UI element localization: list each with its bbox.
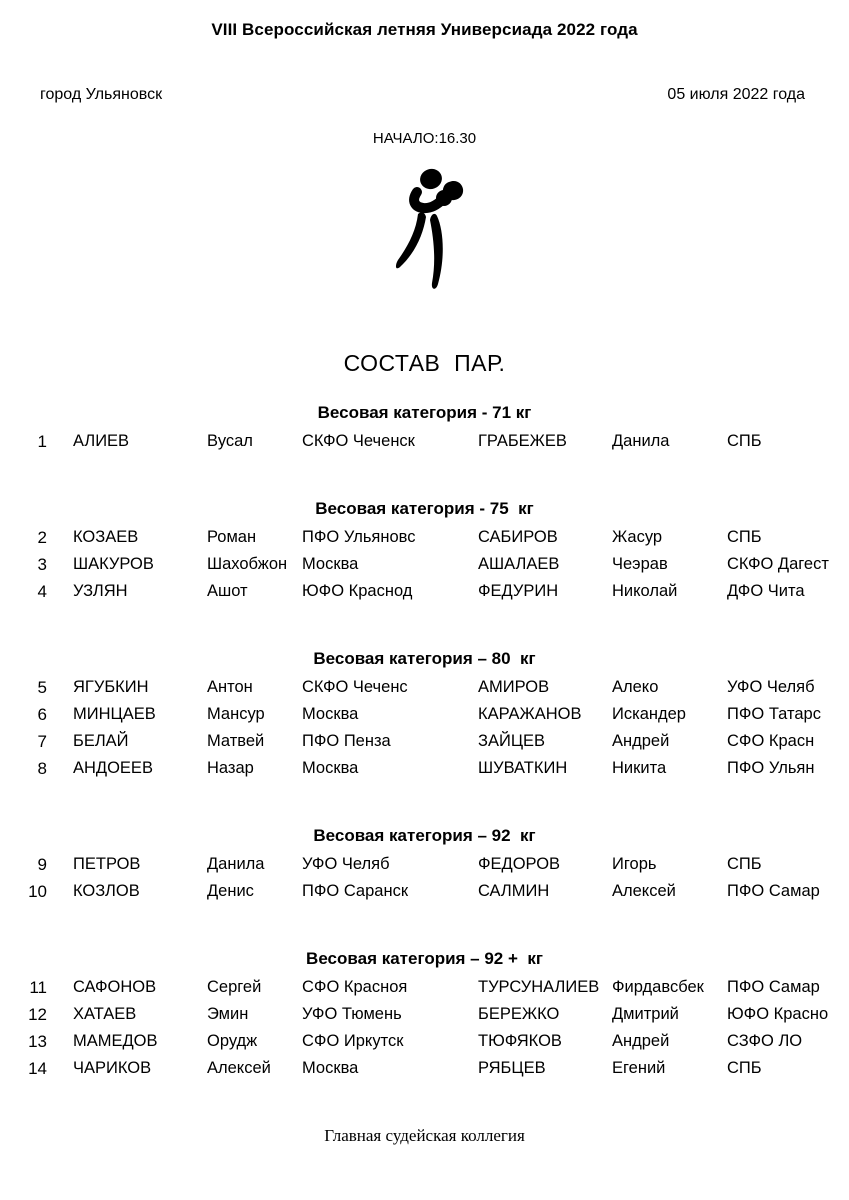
boxer2-surname: БЕРЕЖКО	[478, 1005, 560, 1023]
boxer2-surname: РЯБЦЕВ	[478, 1059, 546, 1077]
boxer2-firstname: Алексей	[612, 882, 676, 900]
pair-row	[24, 674, 825, 701]
document-title: VIII Всероссийская летняя Универсиада 2022 года	[211, 20, 638, 39]
section-title: СОСТАВ ПАР.	[343, 350, 506, 376]
boxer1-firstname: Матвей	[207, 732, 265, 750]
boxer1-firstname: Данила	[207, 855, 265, 873]
boxer1-firstname: Эмин	[207, 1005, 249, 1023]
weight-category-rows	[24, 428, 825, 455]
city-label: город Ульяновск	[40, 86, 163, 103]
boxer1-surname: АНДОЕЕВ	[73, 759, 153, 777]
boxer2-surname: КАРАЖАНОВ	[478, 705, 582, 723]
boxer1-surname: ХАТАЕВ	[73, 1005, 137, 1023]
boxer2-firstname: Игорь	[612, 855, 657, 873]
boxer1-firstname: Антон	[207, 678, 253, 696]
boxer2-region: ПФО Татарс	[727, 705, 821, 723]
pair-row	[24, 701, 825, 728]
boxer2-firstname: Жасур	[612, 528, 663, 546]
boxer2-region: ПФО Самар	[727, 882, 820, 900]
pair-row	[24, 728, 825, 755]
date-label: 05 июля 2022 года	[667, 86, 805, 103]
weight-category-title: Весовая категория – 92 + кг	[306, 949, 543, 968]
boxer2-firstname: Андрей	[612, 732, 670, 750]
boxer1-surname: КОЗЛОВ	[73, 882, 140, 900]
boxer1-surname: АЛИЕВ	[73, 432, 130, 450]
pair-number: 13	[28, 1031, 47, 1051]
boxer2-firstname: Николай	[612, 582, 678, 600]
weight-category-title: Весовая категория - 71 кг	[317, 403, 532, 422]
boxer1-surname: БЕЛАЙ	[73, 732, 129, 750]
pair-row	[24, 1028, 825, 1055]
boxer1-surname: ШАКУРОВ	[73, 555, 154, 573]
pair-number: 2	[37, 527, 47, 547]
boxer1-surname: ЧАРИКОВ	[73, 1059, 152, 1077]
boxer1-region: УФО Тюмень	[302, 1005, 402, 1023]
boxer2-region: СФО Красн	[727, 732, 815, 750]
pictogram-container	[24, 167, 825, 304]
boxer2-firstname: Фирдавсбек	[612, 978, 704, 996]
boxing-icon	[377, 167, 473, 304]
boxer1-firstname: Орудж	[207, 1032, 258, 1050]
boxer1-firstname: Алексей	[207, 1059, 271, 1077]
boxer2-surname: АМИРОВ	[478, 678, 550, 696]
pair-number: 11	[29, 977, 47, 997]
boxer1-region: Москва	[302, 759, 359, 777]
boxer1-region: СФО Иркутск	[302, 1032, 404, 1050]
boxer1-firstname: Ашот	[207, 582, 248, 600]
boxer1-firstname: Денис	[207, 882, 254, 900]
boxer1-region: Москва	[302, 555, 359, 573]
meta-row	[24, 86, 825, 104]
boxer2-region: СПБ	[727, 855, 762, 873]
boxer1-region: СФО Красноя	[302, 978, 408, 996]
boxer1-firstname: Сергей	[207, 978, 262, 996]
boxer2-surname: ФЕДУРИН	[478, 582, 559, 600]
weight-category-title: Весовая категория – 80 кг	[313, 649, 536, 668]
boxer1-surname: ЯГУБКИН	[73, 678, 149, 696]
pair-row	[24, 1001, 829, 1028]
boxer2-region: УФО Челяб	[727, 678, 815, 696]
boxer2-region: СКФО Дагест	[727, 555, 829, 573]
boxer1-surname: САФОНОВ	[73, 978, 157, 996]
weight-category	[24, 826, 825, 905]
boxer2-region: СПБ	[727, 1059, 762, 1077]
pair-row	[24, 1055, 825, 1082]
pair-row	[24, 578, 825, 605]
pair-number: 4	[37, 581, 47, 601]
boxer2-region: СПБ	[727, 528, 762, 546]
boxer1-region: ПФО Ульяновс	[302, 528, 416, 546]
boxer1-firstname: Шахобжон	[207, 555, 288, 573]
pair-number: 7	[37, 731, 47, 751]
footer-signature: Главная судейская коллегия	[324, 1126, 525, 1145]
boxer1-surname: УЗЛЯН	[73, 582, 128, 600]
boxer1-region: ПФО Пенза	[302, 732, 391, 750]
boxer2-firstname: Дмитрий	[612, 1005, 679, 1023]
weight-category	[24, 949, 829, 1082]
boxer2-surname: ТЮФЯКОВ	[478, 1032, 562, 1050]
boxer2-surname: САЛМИН	[478, 882, 550, 900]
pair-number: 14	[28, 1058, 47, 1078]
pair-number: 8	[37, 758, 47, 778]
boxer2-firstname: Алеко	[612, 678, 659, 696]
pair-number: 1	[37, 431, 47, 451]
weight-category	[24, 403, 825, 455]
boxer2-firstname: Никита	[612, 759, 667, 777]
boxer1-firstname: Мансур	[207, 705, 265, 723]
boxer1-region: СКФО Чеченс	[302, 678, 408, 696]
boxer1-surname: КОЗАЕВ	[73, 528, 139, 546]
boxer2-firstname: Данила	[612, 432, 670, 450]
boxer1-region: Москва	[302, 1059, 359, 1077]
boxer2-region: ПФО Ульян	[727, 759, 815, 777]
boxer2-firstname: Егений	[612, 1059, 666, 1077]
weight-category-rows	[24, 674, 825, 782]
boxer2-firstname: Искандер	[612, 705, 686, 723]
pairs-list	[24, 403, 829, 1082]
boxer2-surname: САБИРОВ	[478, 528, 558, 546]
boxer1-region: СКФО Чеченск	[302, 432, 415, 450]
pair-number: 3	[37, 554, 47, 574]
boxer2-surname: ТУРСУНАЛИЕВ	[478, 978, 600, 996]
boxer2-firstname: Андрей	[612, 1032, 670, 1050]
weight-category	[24, 499, 829, 605]
boxer1-surname: МИНЦАЕВ	[73, 705, 156, 723]
boxer1-region: ПФО Саранск	[302, 882, 409, 900]
pair-row	[24, 755, 825, 782]
boxer2-region: СЗФО ЛО	[727, 1032, 803, 1050]
weight-category-title: Весовая категория - 75 кг	[315, 499, 534, 518]
pair-row	[24, 878, 825, 905]
boxer2-firstname: Чеэрав	[612, 555, 668, 573]
boxer2-region: СПБ	[727, 432, 762, 450]
boxer2-surname: ШУВАТКИН	[478, 759, 568, 777]
pair-number: 6	[37, 704, 47, 724]
boxer2-surname: АШАЛАЕВ	[478, 555, 560, 573]
pair-number: 5	[37, 677, 47, 697]
boxer1-region: Москва	[302, 705, 359, 723]
pair-row	[24, 524, 825, 551]
boxer2-region: ПФО Самар	[727, 978, 820, 996]
boxer1-region: УФО Челяб	[302, 855, 390, 873]
boxer2-region: ДФО Чита	[727, 582, 805, 600]
boxer1-firstname: Роман	[207, 528, 257, 546]
pair-row	[24, 851, 825, 878]
boxer2-surname: ФЕДОРОВ	[478, 855, 561, 873]
boxer1-surname: МАМЕДОВ	[73, 1032, 158, 1050]
weight-category	[24, 649, 825, 782]
weight-category-rows	[24, 974, 829, 1082]
pair-row	[24, 974, 825, 1001]
pair-number: 9	[37, 854, 47, 874]
boxer2-surname: ЗАЙЦЕВ	[478, 732, 546, 750]
boxer2-surname: ГРАБЕЖЕВ	[478, 432, 567, 450]
boxer1-firstname: Назар	[207, 759, 254, 777]
weight-category-title: Весовая категория – 92 кг	[313, 826, 536, 845]
boxer1-firstname: Вусал	[207, 432, 253, 450]
start-time-label: НАЧАЛО:16.30	[372, 130, 477, 147]
pair-row	[24, 428, 825, 455]
weight-category-rows	[24, 524, 829, 605]
boxer1-surname: ПЕТРОВ	[73, 855, 141, 873]
weight-category-rows	[24, 851, 825, 905]
pair-number: 12	[28, 1004, 47, 1024]
boxer1-region: ЮФО Краснод	[302, 582, 413, 600]
pair-number: 10	[28, 881, 47, 901]
pair-row	[24, 551, 829, 578]
boxer2-region: ЮФО Красно	[727, 1005, 829, 1023]
